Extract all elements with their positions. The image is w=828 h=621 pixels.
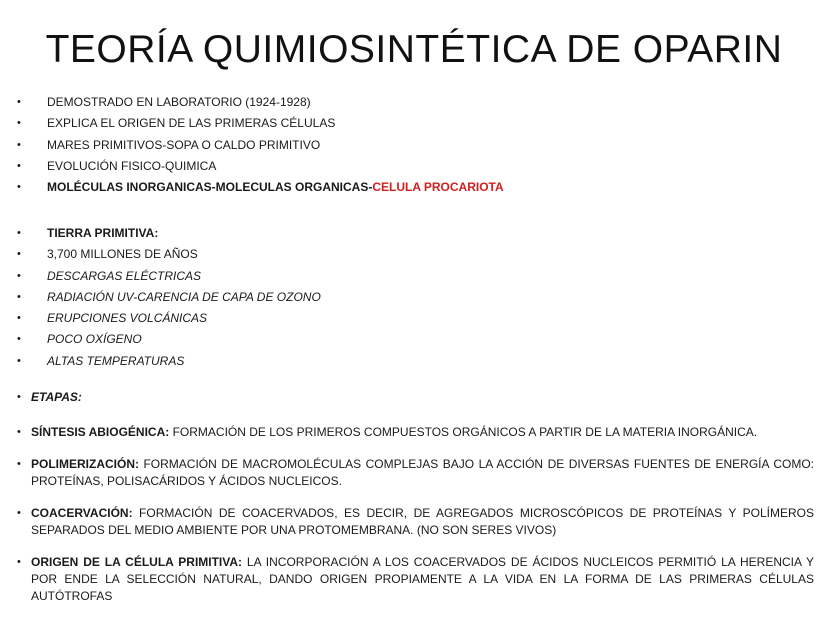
stage-term: POLIMERIZACIÓN: <box>31 457 139 471</box>
bullet: • <box>17 391 21 403</box>
stage-desc: FORMACIÓN DE MACROMOLÉCULAS COMPLEJAS BAJO LA ACCIÓN DE DIVERSAS FUENTES DE ENERGÍA COMO: PROTEÍNAS, POLISACÁRIDOS Y ÁCIDOS NUCLEICOS. <box>31 457 814 488</box>
stage-desc: FORMACIÓN DE LOS PRIMEROS COMPUESTOS ORGÁNICOS A PARTIR DE LA MATERIA INORGÁNICA. <box>169 425 758 439</box>
bullet: • <box>17 248 21 261</box>
stage-term: ORIGEN DE LA CÉLULA PRIMITIVA: <box>31 555 243 569</box>
bullet: • <box>17 96 21 108</box>
bullet: • <box>17 227 21 239</box>
stage-term: SÍNTESIS ABIOGÉNICA: <box>31 425 170 439</box>
list-item-text: POCO OXÍGENO <box>47 332 142 347</box>
procariota-highlight: CELULA PROCARIOTA <box>372 180 504 195</box>
list-item-text: ALTAS TEMPERATURAS <box>47 353 185 368</box>
bullet: • <box>17 556 21 568</box>
bullet: • <box>17 333 21 346</box>
list-item-text: ERUPCIONES VOLCÁNICAS <box>47 311 208 326</box>
bullet: • <box>17 507 21 519</box>
list-item-text: DESCARGAS ELÉCTRICAS <box>47 268 202 283</box>
stage-text <box>31 456 814 490</box>
bullet: • <box>17 117 21 130</box>
bullet: • <box>17 290 21 303</box>
list-item-text: 3,700 MILLONES DE AÑOS <box>47 247 198 262</box>
etapas-heading: ETAPAS: <box>31 390 82 404</box>
bullet: • <box>17 269 21 282</box>
stage-text <box>31 505 814 539</box>
page-title: TEORÍA QUIMIOSINTÉTICA DE OPARIN <box>45 28 783 71</box>
list-item-text: RADIACIÓN UV-CARENCIA DE CAPA DE OZONO <box>47 289 321 304</box>
bullet: • <box>17 159 21 172</box>
list-item-text <box>47 177 504 198</box>
stage-desc: LA INCORPORACIÓN A LOS COACERVADOS DE ÁCIDOS NUCLEICOS PERMITIÓ LA HERENCIA Y POR ENDE LA SELECCIÓN NATURAL, DANDO ORIGEN PROPIAMENTE A LA VIDA EN LA FORMA DE LAS PRIMERAS CÉLULAS AUTÓTROFAS <box>31 555 814 603</box>
molecules-text: MOLÉCULAS INORGANICAS-MOLECULAS ORGANICAS- <box>47 180 373 195</box>
list-item-text: DEMOSTRADO EN LABORATORIO (1924-1928) <box>47 95 311 109</box>
bullet: • <box>17 458 21 470</box>
stage-text <box>31 424 814 441</box>
stage-text <box>31 554 814 605</box>
list-item-text: EVOLUCIÓN FISICO-QUIMICA <box>47 158 217 173</box>
bullet: • <box>17 426 21 438</box>
bullet: • <box>17 354 21 367</box>
bullet: • <box>17 181 21 194</box>
stage-term: COACERVACIÓN: <box>31 506 133 520</box>
bullet: • <box>17 312 21 325</box>
tierra-primitiva-heading: TIERRA PRIMITIVA: <box>47 226 159 240</box>
stage-desc: FORMACIÓN DE COACERVADOS, ES DECIR, DE AGREGADOS MICROSCÓPICOS DE PROTEÍNAS Y POLÍMEROS SEPARADOS DEL MEDIO AMBIENTE POR UNA PROTOMEMBRANA. (NO SON SERES VIVOS) <box>31 506 814 537</box>
list-item-text: MARES PRIMITIVOS-SOPA O CALDO PRIMITIVO <box>47 137 321 152</box>
bullet: • <box>17 138 21 151</box>
list-item-text: EXPLICA EL ORIGEN DE LAS PRIMERAS CÉLULAS <box>47 116 336 131</box>
